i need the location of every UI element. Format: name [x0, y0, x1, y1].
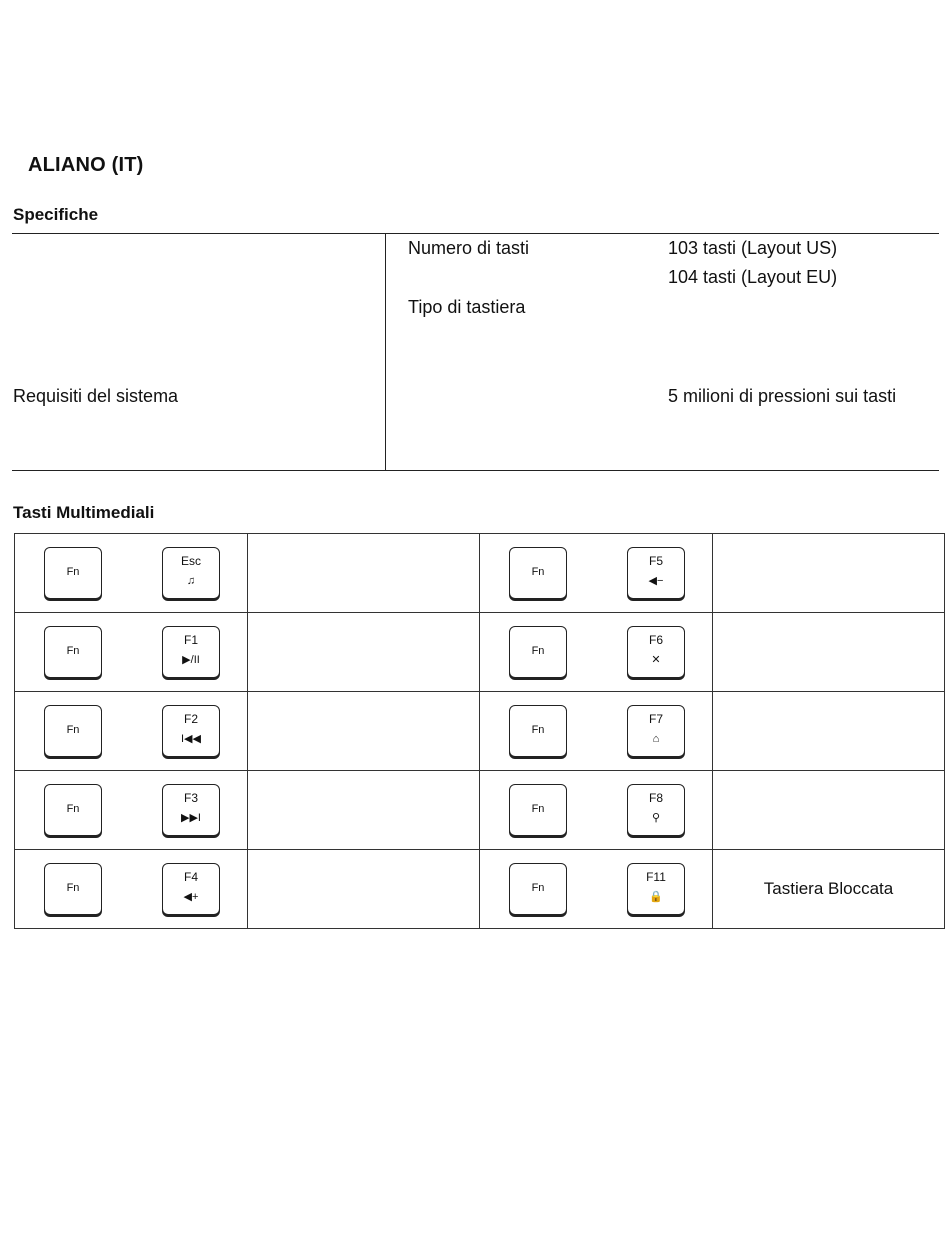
fn-key — [509, 705, 567, 757]
key-combo-cell — [480, 850, 713, 929]
key-function-description — [713, 534, 945, 613]
spec-system-requirements-label: Requisiti del sistema — [13, 386, 179, 406]
table-row — [15, 534, 945, 613]
function-key-label: F6 — [648, 633, 663, 647]
fn-key — [44, 784, 102, 836]
fn-key — [509, 863, 567, 915]
multimedia-section-title: Tasti Multimediali — [13, 503, 155, 522]
fn-key-label: Fn — [531, 645, 545, 657]
key-function-description — [713, 613, 945, 692]
mute-icon: ✕ — [651, 654, 661, 666]
key-combo-cell — [480, 613, 713, 692]
spec-keys-eu: 104 tasti (Layout EU) — [668, 267, 838, 287]
key-combo-cell — [15, 613, 248, 692]
key-combo-cell — [15, 534, 248, 613]
specs-column-divider — [385, 234, 386, 471]
spec-keys-us: 103 tasti (Layout US) — [668, 238, 838, 258]
key-function-description — [713, 771, 945, 850]
function-key-label: F2 — [183, 712, 198, 726]
key-function-description — [248, 692, 480, 771]
function-key-label: F8 — [648, 791, 663, 805]
page-title: ALIANO (IT) — [28, 154, 144, 176]
fn-key-label: Fn — [66, 882, 80, 894]
fn-key-label: Fn — [531, 803, 545, 815]
function-key-label: F3 — [183, 791, 198, 805]
specs-bottom-rule — [12, 470, 939, 471]
fn-key — [509, 784, 567, 836]
function-key — [627, 547, 685, 599]
fn-key — [44, 863, 102, 915]
function-key — [627, 784, 685, 836]
function-key — [162, 863, 220, 915]
key-combo-cell — [480, 534, 713, 613]
function-key-label: F7 — [648, 712, 663, 726]
next-track-icon: ▶▶I — [181, 812, 201, 824]
fn-key-label: Fn — [66, 645, 80, 657]
fn-key-label: Fn — [66, 803, 80, 815]
spec-keys-label: Numero di tasti — [408, 238, 530, 258]
volume-up-icon: ◀+ — [183, 891, 199, 903]
fn-key — [44, 626, 102, 678]
previous-track-icon: I◀◀ — [181, 733, 201, 745]
volume-down-icon: ◀− — [648, 575, 664, 587]
fn-key — [44, 547, 102, 599]
key-combo-cell — [15, 771, 248, 850]
music-note-icon: ♫ — [186, 575, 196, 587]
function-key-label: F5 — [648, 554, 663, 568]
fn-key-label: Fn — [531, 882, 545, 894]
lock-icon: 🔒 — [649, 891, 663, 903]
fn-key — [509, 547, 567, 599]
home-icon: ⌂ — [652, 733, 660, 745]
multimedia-keys-table — [14, 533, 945, 929]
function-key — [162, 784, 220, 836]
fn-key-label: Fn — [66, 566, 80, 578]
key-function-description — [248, 771, 480, 850]
table-row — [15, 613, 945, 692]
key-function-description — [248, 850, 480, 929]
spec-lifetime-value: 5 milioni di pressioni sui tasti — [668, 386, 897, 406]
play-pause-icon: ▶/II — [182, 654, 200, 666]
fn-key-label: Fn — [531, 566, 545, 578]
specs-top-rule — [12, 233, 939, 234]
function-key — [162, 705, 220, 757]
function-key — [627, 626, 685, 678]
table-row — [15, 850, 945, 929]
key-function-description — [248, 534, 480, 613]
fn-key-label: Fn — [531, 724, 545, 736]
search-icon: ⚲ — [651, 812, 661, 824]
function-key-label: F1 — [183, 633, 198, 647]
fn-key-label: Fn — [66, 724, 80, 736]
fn-key — [509, 626, 567, 678]
fn-key — [44, 705, 102, 757]
function-key — [162, 547, 220, 599]
key-function-description: Tastiera Bloccata — [713, 850, 945, 929]
key-function-description — [713, 692, 945, 771]
table-row — [15, 771, 945, 850]
key-combo-cell — [480, 692, 713, 771]
function-key-label: Esc — [180, 554, 201, 568]
key-combo-cell — [15, 692, 248, 771]
function-key-label: F4 — [183, 870, 198, 884]
table-row — [15, 692, 945, 771]
key-combo-cell — [15, 850, 248, 929]
key-combo-cell — [480, 771, 713, 850]
spec-type-label: Tipo di tastiera — [408, 297, 526, 317]
specs-section-title: Specifiche — [13, 205, 99, 224]
function-key-label: F11 — [646, 870, 666, 884]
function-key — [627, 705, 685, 757]
function-key — [627, 863, 685, 915]
key-function-description — [248, 613, 480, 692]
function-key — [162, 626, 220, 678]
